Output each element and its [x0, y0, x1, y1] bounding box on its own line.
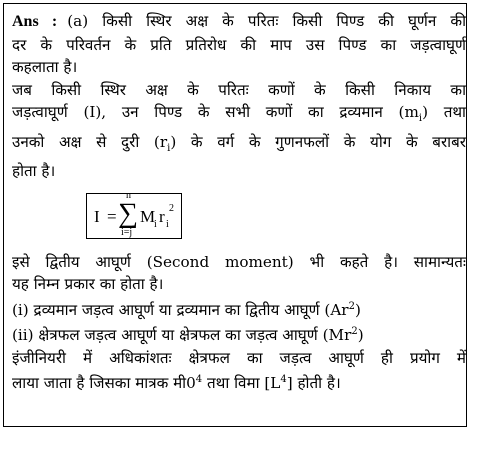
superscript-4: 4 [195, 374, 203, 386]
subscript-i: i [418, 113, 423, 125]
text-line-1 [12, 10, 466, 34]
superscript-2: 2 [348, 300, 355, 312]
formula-row [12, 183, 466, 251]
line-1-text: किसी स्थिर अक्ष के परितः किसी पिण्ड की घूर्णन की [102, 12, 467, 30]
formula-equals: = [107, 206, 117, 226]
part-a-marker: (a) [67, 12, 89, 30]
subscript-i: i [167, 142, 171, 154]
text-line-11: (ii) क्षेत्रफल जड़त्व आघूर्ण या क्षेत्रफल का जड़त्व आघूर्ण (Mr$^2$) [12, 326, 364, 345]
formula-mass-subscript: i [154, 218, 157, 230]
text-line-4: जब किसी स्थिर अक्ष के परितः कणों के किसी निकाय का [12, 80, 466, 99]
text-line-2: दर के परिवर्तन के प्रति प्रतिरोध की माप उस पिण्ड का जड़त्वाघूर्ण [12, 35, 466, 54]
answer-frame [3, 3, 467, 427]
superscript-2: 2 [351, 326, 358, 338]
text-line-13: लाया जाता है जिसका मात्रक $मी0^4$ तथा विमा $[L^4]$ होती है। [12, 374, 341, 393]
superscript-4: 4 [280, 374, 287, 386]
text-line-12: इंजीनियरी में अधिकांशतः क्षेत्रफल का जड़त्व आघूर्ण ही प्रयोग में [12, 348, 466, 367]
text-line-6: उनको अक्ष से दुरी $(r_i)$ के वर्ग के गुणनफलों के योग के बराबर [12, 132, 466, 154]
sigma-symbol: ∑ [118, 197, 138, 229]
text-line-9: यह निम्न प्रकार का होता है। [12, 275, 164, 294]
text-line-8: इसे द्वितीय आघूर्ण (Second moment) भी कहते है। सामान्यतः [12, 252, 466, 271]
text-line-3: कहलाता है। [12, 58, 78, 76]
formula-lhs: I [94, 206, 100, 226]
text-line-5: जड़त्वाघूर्ण (I), उन पिण्ड के सभी कणों का द्रव्यमान $(m_i)$ तथा [12, 103, 466, 125]
formula-mass: M [140, 206, 156, 226]
formula-radius-subscript: i [166, 218, 169, 230]
text-line-10: (i) द्रव्यमान जड़त्व आघूर्ण या द्रव्यमान का द्वितीय आघूर्ण (Ar$^2$) [12, 300, 361, 319]
moment-of-inertia-formula [86, 189, 182, 239]
formula-radius-square: 2 [169, 202, 174, 214]
sum-upper-limit: n [126, 189, 131, 201]
answer-content [12, 10, 466, 395]
answer-label: Ans : [12, 13, 58, 30]
sum-lower-limit: i=j [121, 226, 133, 238]
formula-radius: r [159, 206, 165, 226]
text-line-7: होता है। [12, 162, 56, 181]
